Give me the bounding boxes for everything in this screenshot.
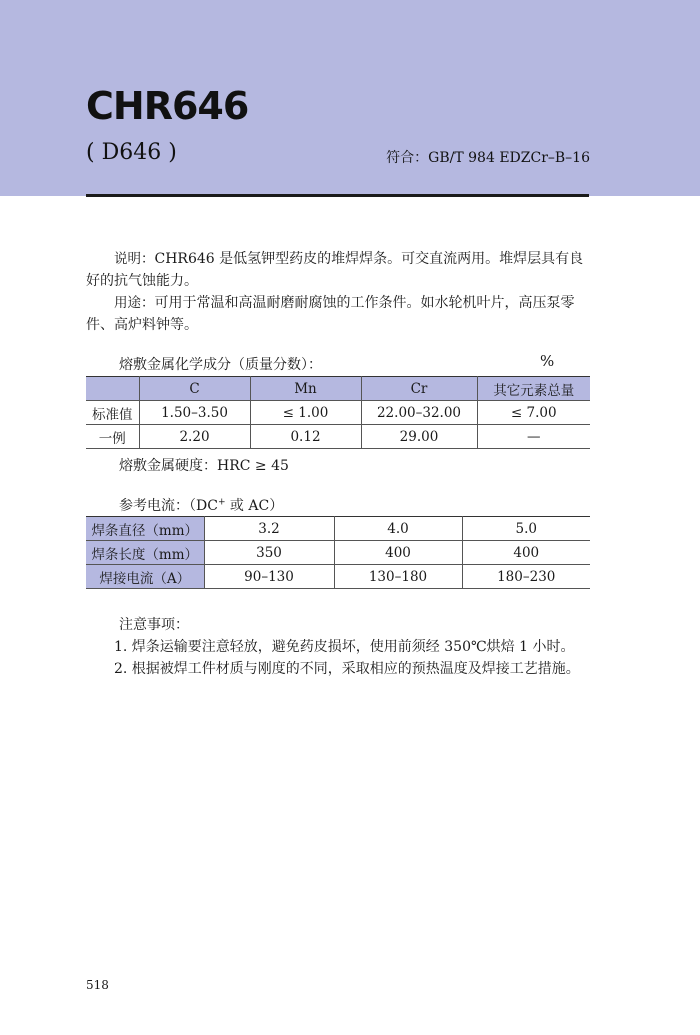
composition-table (86, 376, 590, 449)
product-title: CHR646 (86, 84, 249, 128)
header-rule (86, 194, 589, 197)
hardness-line: 熔敷金属硬度：HRC ≥ 45 (119, 458, 289, 474)
table-cell: 22.00–32.00 (361, 401, 477, 425)
current-table (86, 516, 590, 589)
row-label: 焊接电流（A） (86, 565, 204, 589)
table-cell: 2.20 (139, 425, 250, 449)
table-cell: 400 (462, 541, 590, 565)
composition-title (119, 354, 322, 374)
current-note-post: 或 AC） (225, 498, 284, 514)
usage-text: 可用于常温和高温耐磨耐腐蚀的工作条件。如水轮机叶片，高压泵零件、高炉料钟等。 (86, 295, 575, 333)
header-cell: C (139, 377, 250, 401)
table-cell: 5.0 (462, 517, 590, 541)
header-cell: Mn (250, 377, 361, 401)
header-cell: 其它元素总量 (477, 377, 590, 401)
table-row (86, 517, 590, 541)
note-item-1: 1. 焊条运输要注意轻放，避免药皮损坏，使用前须经 350℃烘焙 1 小时。 (114, 639, 575, 655)
table-row (86, 425, 590, 449)
description-paragraph (86, 248, 590, 292)
table-cell: 3.2 (204, 517, 334, 541)
row-label: 焊条长度（mm） (86, 541, 204, 565)
note-item-2: 2. 根据被焊工件材质与刚度的不同，采取相应的预热温度及焊接工艺措施。 (114, 661, 580, 677)
table-row (86, 541, 590, 565)
table-cell: 4.0 (334, 517, 462, 541)
product-subtitle: ( D646 ) (86, 140, 177, 165)
current-note-pre: ：（DC (175, 498, 218, 514)
composition-unit: % (540, 352, 555, 370)
composition-title-note: （质量分数）： (231, 357, 322, 373)
usage-paragraph (86, 292, 590, 336)
table-cell: 130–180 (334, 565, 462, 589)
notes-title: 注意事项： (119, 617, 189, 633)
table-cell: ≤ 7.00 (477, 401, 590, 425)
page-number: 518 (86, 978, 109, 992)
header-cell (86, 377, 139, 401)
table-cell: ≤ 1.00 (250, 401, 361, 425)
current-title (119, 495, 283, 515)
table-cell: 29.00 (361, 425, 477, 449)
table-cell: 90–130 (204, 565, 334, 589)
description-text: CHR646 是低氢钾型药皮的堆焊焊条。可交直流两用。堆焊层具有良好的抗气蚀能力。 (86, 251, 584, 289)
current-title-note (175, 498, 283, 514)
row-label: 一例 (86, 425, 139, 449)
table-cell: 180–230 (462, 565, 590, 589)
table-row (86, 401, 590, 425)
table-row (86, 565, 590, 589)
row-label: 焊条直径（mm） (86, 517, 204, 541)
composition-title-text: 熔敷金属化学成分 (119, 357, 231, 373)
standard-reference: 符合：GB/T 984 EDZCr–B–16 (386, 150, 590, 166)
composition-header-row (86, 377, 590, 401)
header-cell: Cr (361, 377, 477, 401)
table-cell: — (477, 425, 590, 449)
table-cell: 350 (204, 541, 334, 565)
usage-label: 用途： (114, 295, 155, 311)
table-cell: 0.12 (250, 425, 361, 449)
current-title-text: 参考电流 (119, 498, 175, 514)
description-label: 说明： (114, 251, 155, 267)
table-cell: 400 (334, 541, 462, 565)
current-note-sup: + (217, 497, 226, 508)
row-label: 标准值 (86, 401, 139, 425)
table-cell: 1.50–3.50 (139, 401, 250, 425)
